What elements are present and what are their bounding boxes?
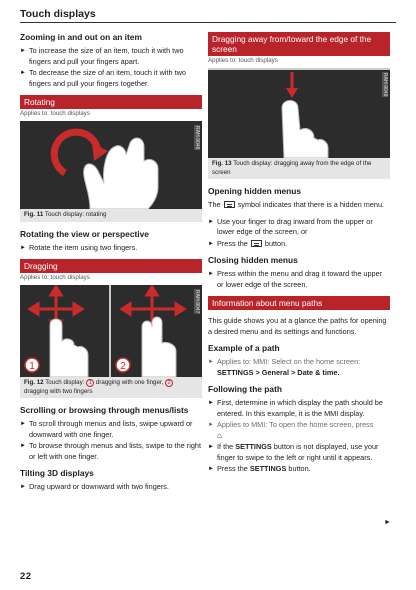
rotating-subtitle: Rotating the view or perspective bbox=[20, 228, 149, 239]
edge-drag-hand-illustration bbox=[208, 68, 390, 158]
rotating-applies: Applies to: touch displays bbox=[20, 110, 90, 117]
bullet-arrow-icon: ► bbox=[20, 421, 26, 427]
example-path: SETTINGS > General > Date & time. bbox=[217, 367, 340, 377]
rotating-bullet: ► Rotate the item using two fingers. bbox=[20, 242, 138, 252]
figure-caption: Fig. 11 Touch display: rotating bbox=[20, 209, 202, 222]
header-rule bbox=[20, 22, 396, 23]
closing-bullet: ► Press within the menu and drag it toward the upper or lower edge of the screen. bbox=[208, 269, 383, 289]
bullet-arrow-icon: ► bbox=[208, 422, 214, 428]
bullet-arrow-icon: ► bbox=[20, 443, 26, 449]
following-bullets bbox=[208, 398, 390, 475]
bullet-arrow-icon: ► bbox=[20, 48, 26, 54]
opening-bullet-press: ► Press the button. bbox=[208, 238, 288, 248]
opening-title: Opening hidden menus bbox=[208, 186, 302, 196]
following-title: Following the path bbox=[208, 384, 282, 394]
left-column bbox=[20, 32, 202, 499]
page-number: 22 bbox=[20, 571, 32, 582]
closing-title: Closing hidden menus bbox=[208, 255, 298, 265]
figure-caption: Fig. 12 Touch display: 1 dragging with one finger, 2 dragging with two fingers bbox=[20, 377, 202, 398]
browsing-bullet: ► To browse through menus and lists, swipe to the right or left with one finger. bbox=[20, 441, 201, 461]
tilting-bullet: ► Drag upward or downward with two fingers. bbox=[20, 482, 169, 491]
badge-2: 2 bbox=[120, 361, 126, 372]
zoom-bullet-in: ► To increase the size of an item, touch it with two fingers and pull your fingers apart. bbox=[20, 46, 184, 66]
info-text: This guide shows you at a glance the paths for opening a desired menu and its settings and functions. bbox=[208, 316, 387, 336]
callout-2: 2 bbox=[165, 379, 173, 387]
example-title: Example of a path bbox=[208, 343, 280, 353]
info-heading: Information about menu paths bbox=[208, 296, 390, 310]
figure-id: RAH-9049 bbox=[382, 73, 388, 97]
bullet-arrow-icon: ► bbox=[208, 240, 214, 247]
opening-text: The symbol indicates that there is a hidden menu. bbox=[208, 200, 385, 209]
following-bullet-2: ► Applies to MMI: To open the home screen, press ⌂ bbox=[208, 420, 374, 440]
bullet-arrow-icon: ► bbox=[208, 218, 214, 225]
zoom-bullets bbox=[20, 46, 202, 89]
dragging-edge-heading: Dragging away from/toward the edge of the screen bbox=[208, 32, 390, 56]
following-bullet-1: ► First, determine in which display the path should be entered. In this example, it is the MMI display. bbox=[208, 398, 383, 418]
dragging-edge-applies: Applies to: touch displays bbox=[208, 57, 278, 64]
bullet-arrow-icon: ► bbox=[20, 244, 26, 251]
bullet-arrow-icon: ► bbox=[208, 271, 214, 277]
dragging-applies: Applies to: touch displays bbox=[20, 274, 90, 281]
scrolling-bullets bbox=[20, 419, 202, 462]
rotating-hand-illustration bbox=[20, 121, 202, 209]
figure-dragging-edge bbox=[208, 68, 390, 158]
opening-bullet-drag: ► Use your finger to drag inward from the upper or lower edge of the screen, or bbox=[208, 216, 373, 236]
following-bullet-4: ► Press the SETTINGS button. bbox=[208, 464, 311, 473]
example-bullets bbox=[208, 357, 390, 378]
bullet-arrow-icon: ► bbox=[208, 444, 214, 450]
bullet-arrow-icon: ► bbox=[208, 359, 214, 365]
bullet-arrow-icon: ► bbox=[20, 484, 26, 490]
scrolling-title: Scrolling or browsing through menus/lists bbox=[20, 405, 189, 415]
figure-id: RAH-9047 bbox=[194, 290, 200, 314]
dragging-heading: Dragging bbox=[20, 259, 202, 273]
rotating-heading: Rotating bbox=[20, 95, 202, 109]
figure-id: RAH-9046 bbox=[194, 126, 200, 150]
figure-caption: Fig. 13 Touch display: dragging away from the edge of the screen bbox=[208, 158, 390, 179]
menu-button-icon bbox=[251, 240, 262, 247]
tilting-bullets bbox=[20, 482, 202, 493]
opening-bullets bbox=[208, 217, 390, 250]
bullet-arrow-icon: ► bbox=[208, 466, 214, 472]
home-icon: ⌂ bbox=[217, 430, 222, 440]
following-bullet-3: ► If the SETTINGS button is not displayed, use your finger to swipe to the left or right until it appears. bbox=[208, 442, 379, 462]
right-column bbox=[208, 32, 390, 481]
zoom-bullet-out: ► To decrease the size of an item, touch it with two fingers and pull your fingers together. bbox=[20, 68, 186, 88]
tilting-title: Tilting 3D displays bbox=[20, 468, 94, 478]
dragging-hands-illustration bbox=[20, 285, 202, 377]
callout-1: 1 bbox=[86, 379, 94, 387]
closing-bullets bbox=[208, 269, 390, 290]
badge-1: 1 bbox=[29, 361, 35, 372]
hidden-menu-icon bbox=[224, 201, 235, 208]
header-title: Touch displays bbox=[20, 8, 96, 20]
next-page-arrow-icon: ► bbox=[384, 519, 391, 526]
bullet-arrow-icon: ► bbox=[208, 400, 214, 406]
rotating-bullets bbox=[20, 243, 202, 254]
figure-rotating bbox=[20, 121, 202, 209]
scrolling-bullet: ► To scroll through menus and lists, swipe upward or downward with one finger. bbox=[20, 419, 193, 439]
figure-dragging bbox=[20, 285, 202, 377]
zoom-title: Zooming in and out on an item bbox=[20, 32, 142, 42]
bullet-arrow-icon: ► bbox=[20, 70, 26, 76]
example-bullet: ► Applies to: MMI: Select on the home screen: SETTINGS > General > Date & time. bbox=[208, 357, 361, 377]
